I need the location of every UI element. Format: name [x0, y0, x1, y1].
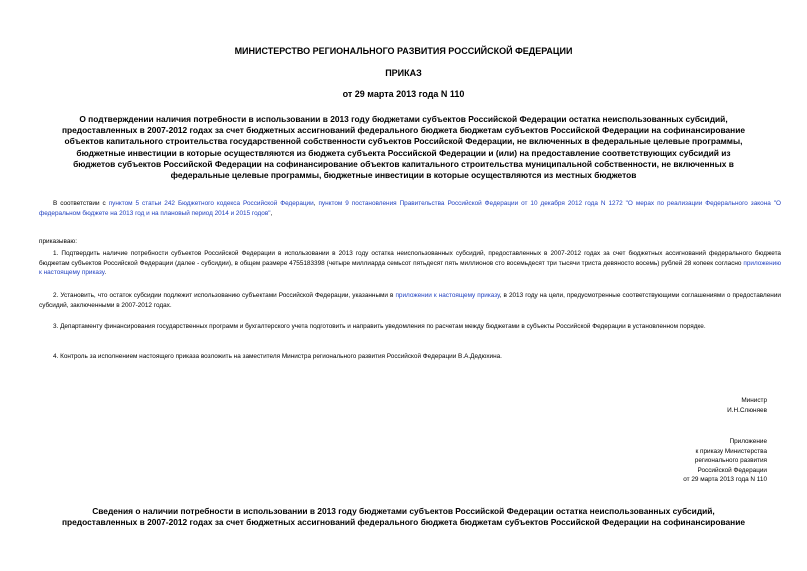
signature-block	[727, 396, 767, 415]
paragraph-2-suffix: , в 2013 году на цели, предусмотренные соответствующими соглашениями о предоставлении субсидий, заключенными в 2007-2012 годах.	[39, 292, 781, 309]
appendix-line: к приказу Министерства	[695, 447, 767, 455]
subject-line: бюджетов субъектов Российской Федерации на софинансирование объектов капитального строительства муниципальной собственности, не включенных в	[73, 158, 734, 169]
basis-separator: ,	[313, 200, 319, 207]
appendix-link[interactable]: приложении к настоящему приказу	[395, 292, 500, 299]
subject-line: бюджетные инвестиции в которые осуществляются из бюджета субъекта Российской Федерации и (или) на предоставление соответствующих субсидий из	[76, 147, 731, 158]
order-date: от 29 марта 2013 года N 110	[342, 89, 465, 99]
subject-line: федеральные целевые программы, бюджетные инвестиции в которые осуществляются из местных бюджетов	[170, 170, 637, 181]
basis-suffix: ,	[270, 209, 273, 217]
order-title: ПРИКАЗ	[385, 68, 422, 78]
paragraph-3: 3. Департаменту финансирования государственных программ и бухгалтерского учета подготовить и направить уведомления по расчетам между бюджетами в субъекты Российской Федерации в установленном порядке.	[53, 323, 706, 330]
signature-title: Министр	[741, 397, 767, 404]
ministry-name: МИНИСТЕРСТВО РЕГИОНАЛЬНОГО РАЗВИТИЯ РОССИЙСКОЙ ФЕДЕРАЦИИ	[234, 46, 573, 56]
appendix-line: Приложение	[729, 438, 767, 445]
appendix-title-line: Сведения о наличии потребности в использовании в 2013 году бюджетами субъектов Российской Федерации остатка неиспользованных субсидий,	[92, 506, 715, 516]
government-decree-link[interactable]: пунктом 9 постановления Правительства Российской Федерации от 10 декабря 2012 года N 1272 "О мерах по реализации Федерального закона "О федеральном бюджете на 2013 год и на плановый период 2014 и 2015 годов"	[39, 200, 781, 217]
paragraph-2	[39, 291, 781, 310]
paragraph-1-text: 1. Подтвердить наличие потребности субъектов Российской Федерации в использовании в 2013 году остатка неиспользованных субсидий, предоставленных в 2007-2012 годах за счет бюджетных ассигнований федерального бюджета бюджетам субъектов Российской Федерации (далее - субсидии), в общем размере 4755183398 (четыре миллиарда семьсот пятьдесят пять миллионов сто восемьдесят три тысячи триста девяносто восемь) рублей 28 копеек согласно	[39, 250, 781, 267]
paragraph-1	[39, 249, 781, 278]
subject-line: объектов капитального строительства государственной собственности субъектов Российской Федерации, не включенных в федеральные целевые программы,	[64, 136, 743, 147]
basis-prefix: В соответствии с	[53, 200, 109, 207]
orders-word: приказываю:	[39, 238, 77, 245]
appendix-line: от 29 марта 2013 года N 110	[683, 476, 767, 484]
appendix-header	[683, 437, 767, 485]
basis-paragraph	[39, 199, 781, 218]
appendix-title-line: предоставленных в 2007-2012 годах за счет бюджетных ассигнований федерального бюджета бюджетам субъектов Российской Федерации на софинансирование	[61, 517, 746, 528]
paragraph-2-text: 2. Установить, что остаток субсидии подлежит использованию субъектами Российской Федерации, указанными в	[53, 292, 396, 299]
signature-name: И.Н.Слюняев	[727, 406, 767, 414]
order-subject	[30, 114, 777, 181]
appendix-link[interactable]: приложению к настоящему приказу	[39, 259, 781, 277]
subject-line: предоставленных в 2007-2012 годах за счет бюджетных ассигнований федерального бюджета бюджетам субъектов Российской Федерации на софинансирование	[61, 125, 746, 136]
appendix-title	[30, 506, 777, 528]
paragraph-4: 4. Контроль за исполнением настоящего приказа возложить на заместителя Министра регионального развития Российской Федерации В.А.Дедюхина.	[53, 353, 502, 360]
appendix-line: регионального развития	[694, 457, 767, 465]
paragraph-1-suffix: .	[104, 269, 107, 277]
budget-code-link[interactable]: пунктом 5 статьи 242 Бюджетного кодекса Российской Федерации	[108, 200, 314, 207]
subject-line: О подтверждении наличия потребности в использовании в 2013 году бюджетами субъектов Российской Федерации остатка неиспользованных субсидий,	[79, 114, 728, 124]
appendix-line: Российской Федерации	[697, 466, 767, 474]
